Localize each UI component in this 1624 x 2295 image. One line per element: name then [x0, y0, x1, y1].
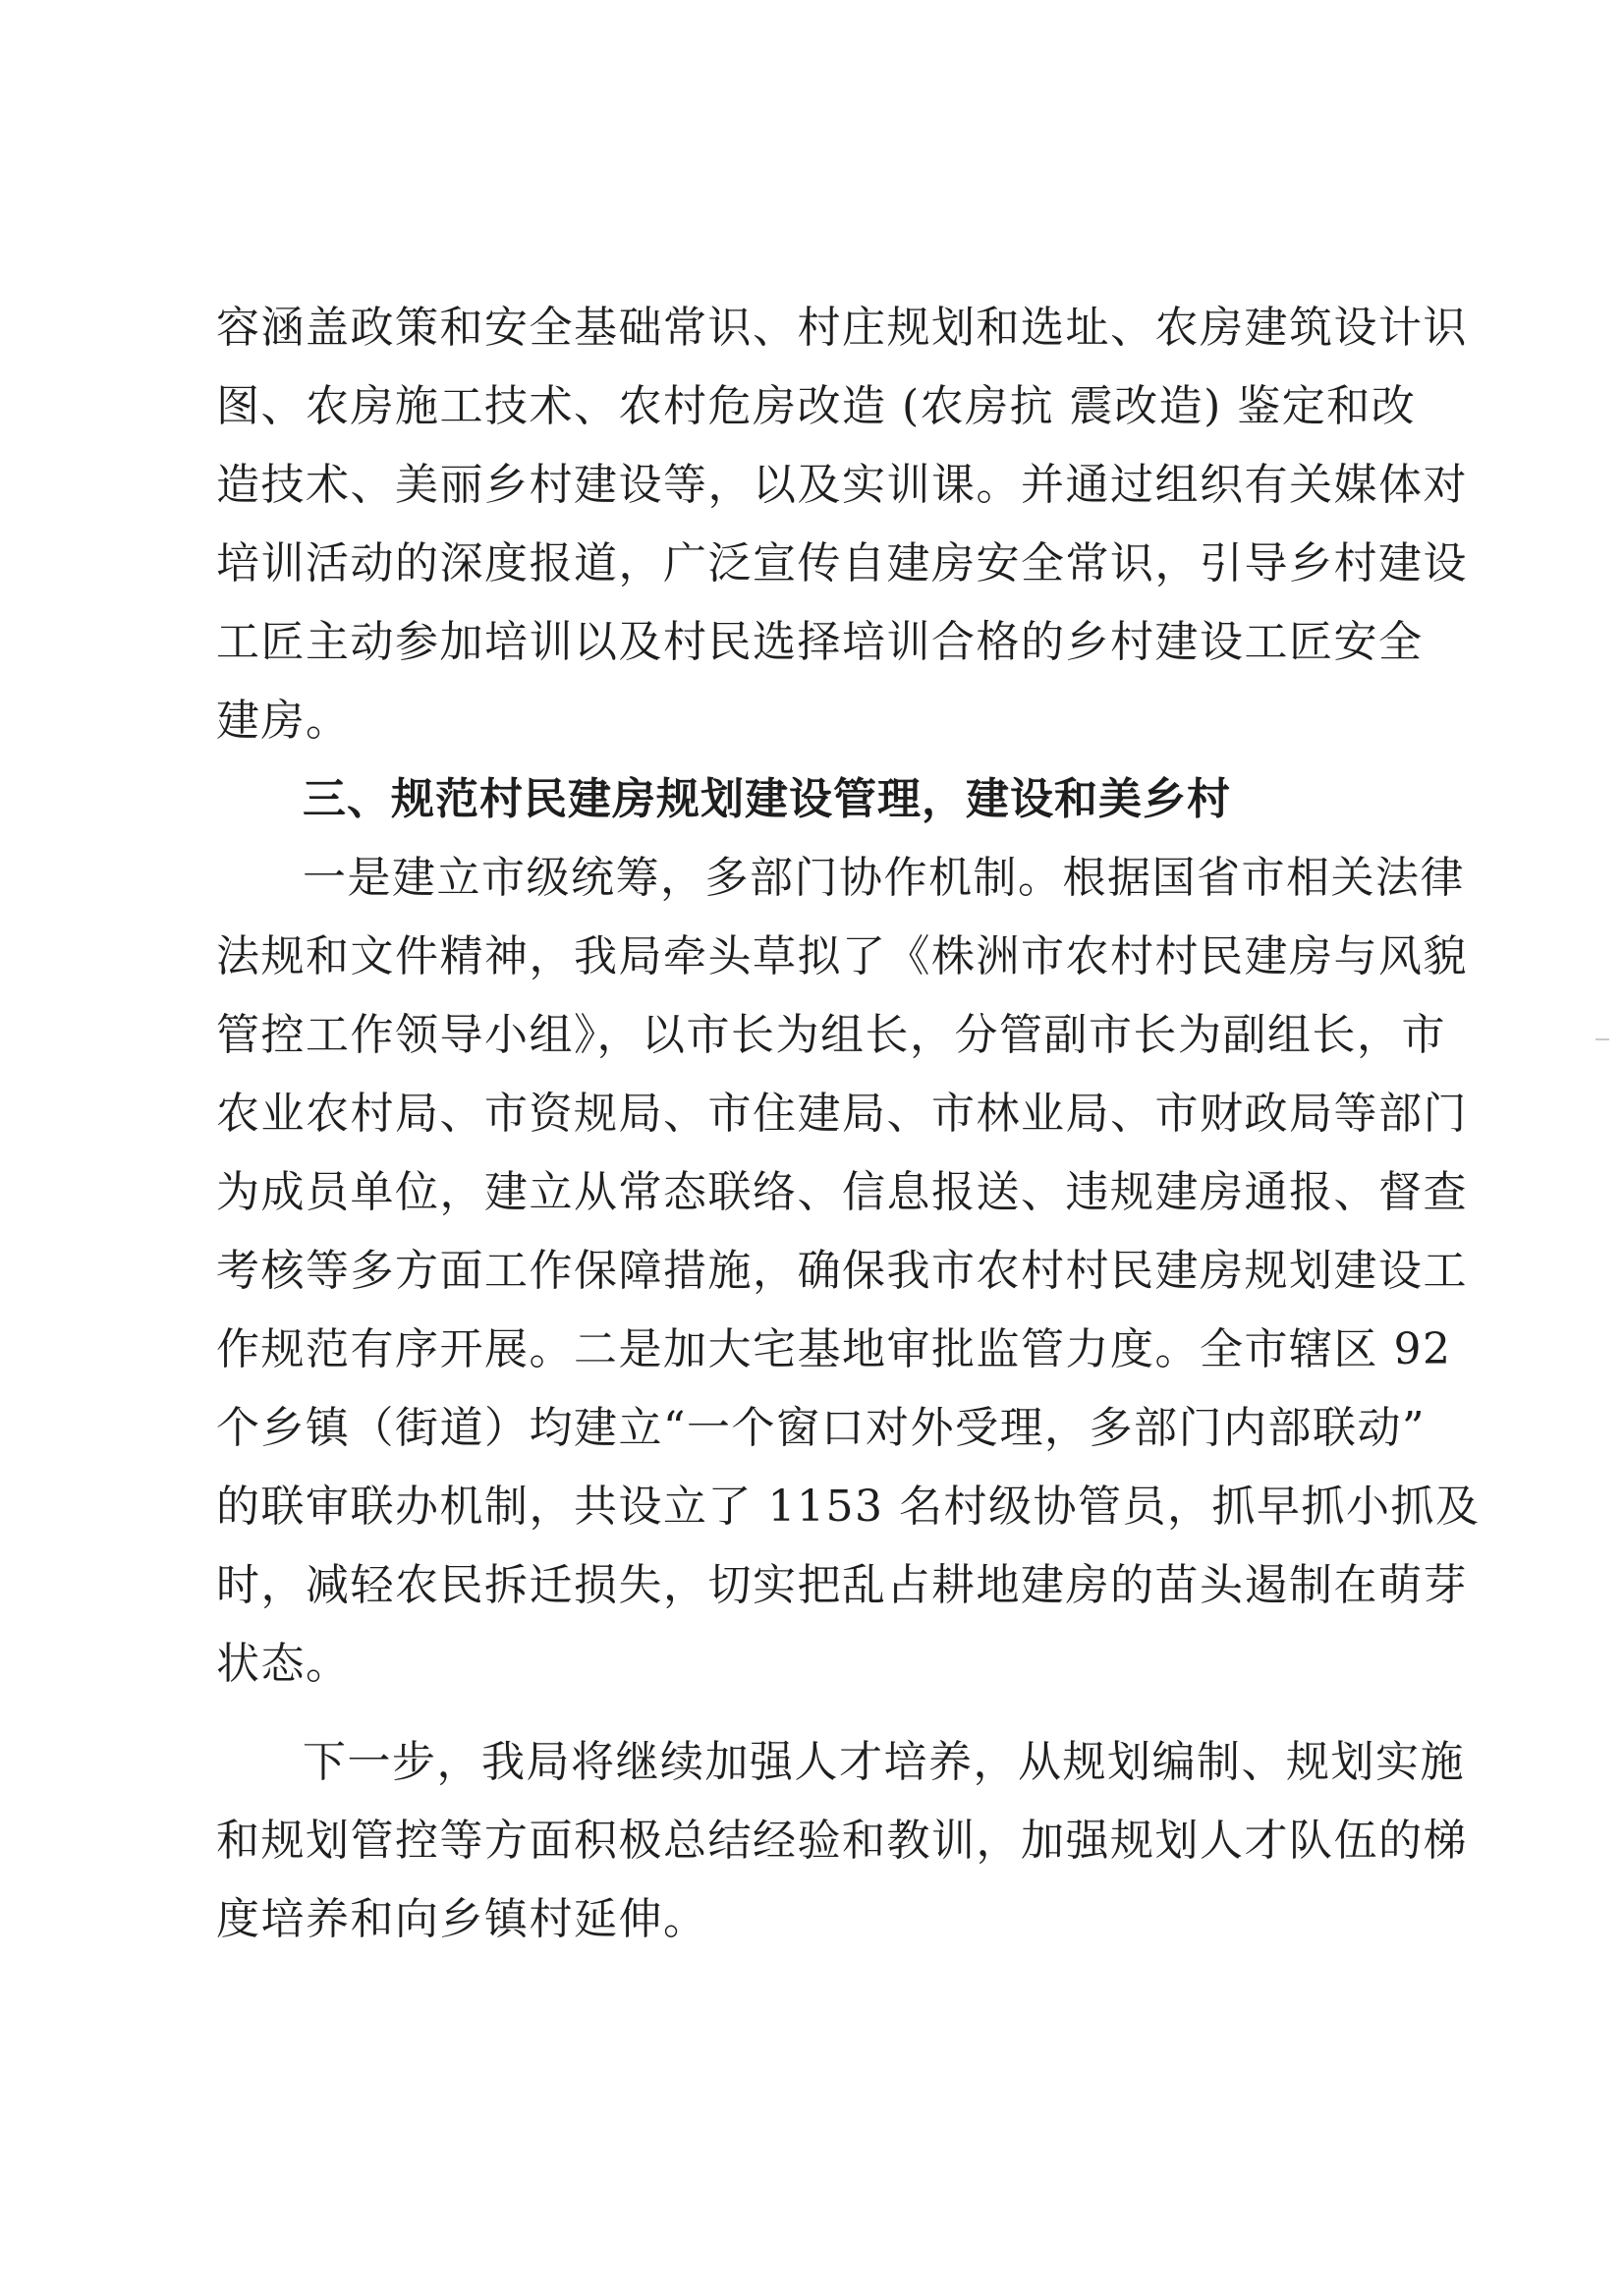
- text-line: 建房。: [216, 696, 351, 746]
- text-line: 下一步，我局将继续加强人才培养，从规划编制、规划实施: [303, 1737, 1465, 1787]
- text-line: 造技术、美丽乡村建设等，以及实训课。并通过组织有关媒体对: [216, 460, 1468, 510]
- text-line: 的联审联办机制，共设立了 1153 名村级协管员，抓早抓小抓及: [216, 1482, 1481, 1532]
- text-line: 一是建立市级统筹，多部门协作机制。根据国省市相关法律: [303, 853, 1465, 903]
- text-line: 度培养和向乡镇村延伸。: [216, 1894, 708, 1944]
- text-line: 工匠主动参加培训以及村民选择培训合格的乡村建设工匠安全: [216, 617, 1424, 667]
- text-line: 培训活动的深度报道，广泛宣传自建房安全常识，引导乡村建设: [216, 538, 1468, 588]
- section-heading: 三、规范村民建房规划建设管理，建设和美乡村: [303, 774, 1231, 824]
- text-line: 容涵盖政策和安全基础常识、村庄规划和选址、农房建筑设计识: [216, 303, 1468, 353]
- text-line: 和规划管控等方面积极总结经验和教训，加强规划人才队伍的梯: [216, 1816, 1468, 1866]
- text-line: 图、农房施工技术、农村危房改造 (农房抗 震改造) 鉴定和改: [216, 381, 1417, 431]
- text-line: 法规和文件精神，我局牵头草拟了《株洲市农村村民建房与风貌: [216, 931, 1468, 981]
- margin-mark: [1596, 1038, 1609, 1040]
- text-line: 农业农村局、市资规局、市住建局、市林业局、市财政局等部门: [216, 1089, 1468, 1139]
- text-line: 作规范有序开展。二是加大宅基地审批监管力度。全市辖区 92: [216, 1324, 1452, 1374]
- text-line: 管控工作领导小组》，以市长为组长，分管副市长为副组长，市: [216, 1010, 1446, 1060]
- text-line: 考核等多方面工作保障措施，确保我市农村村民建房规划建设工: [216, 1246, 1468, 1296]
- text-line: 为成员单位，建立从常态联络、信息报送、违规建房通报、督查: [216, 1167, 1468, 1217]
- text-line: 个乡镇（街道）均建立“一个窗口对外受理，多部门内部联动”: [216, 1403, 1426, 1453]
- text-line: 时，减轻农民拆迁损失，切实把乱占耕地建房的苗头遏制在萌芽: [216, 1560, 1468, 1610]
- text-line: 状态。: [216, 1639, 351, 1689]
